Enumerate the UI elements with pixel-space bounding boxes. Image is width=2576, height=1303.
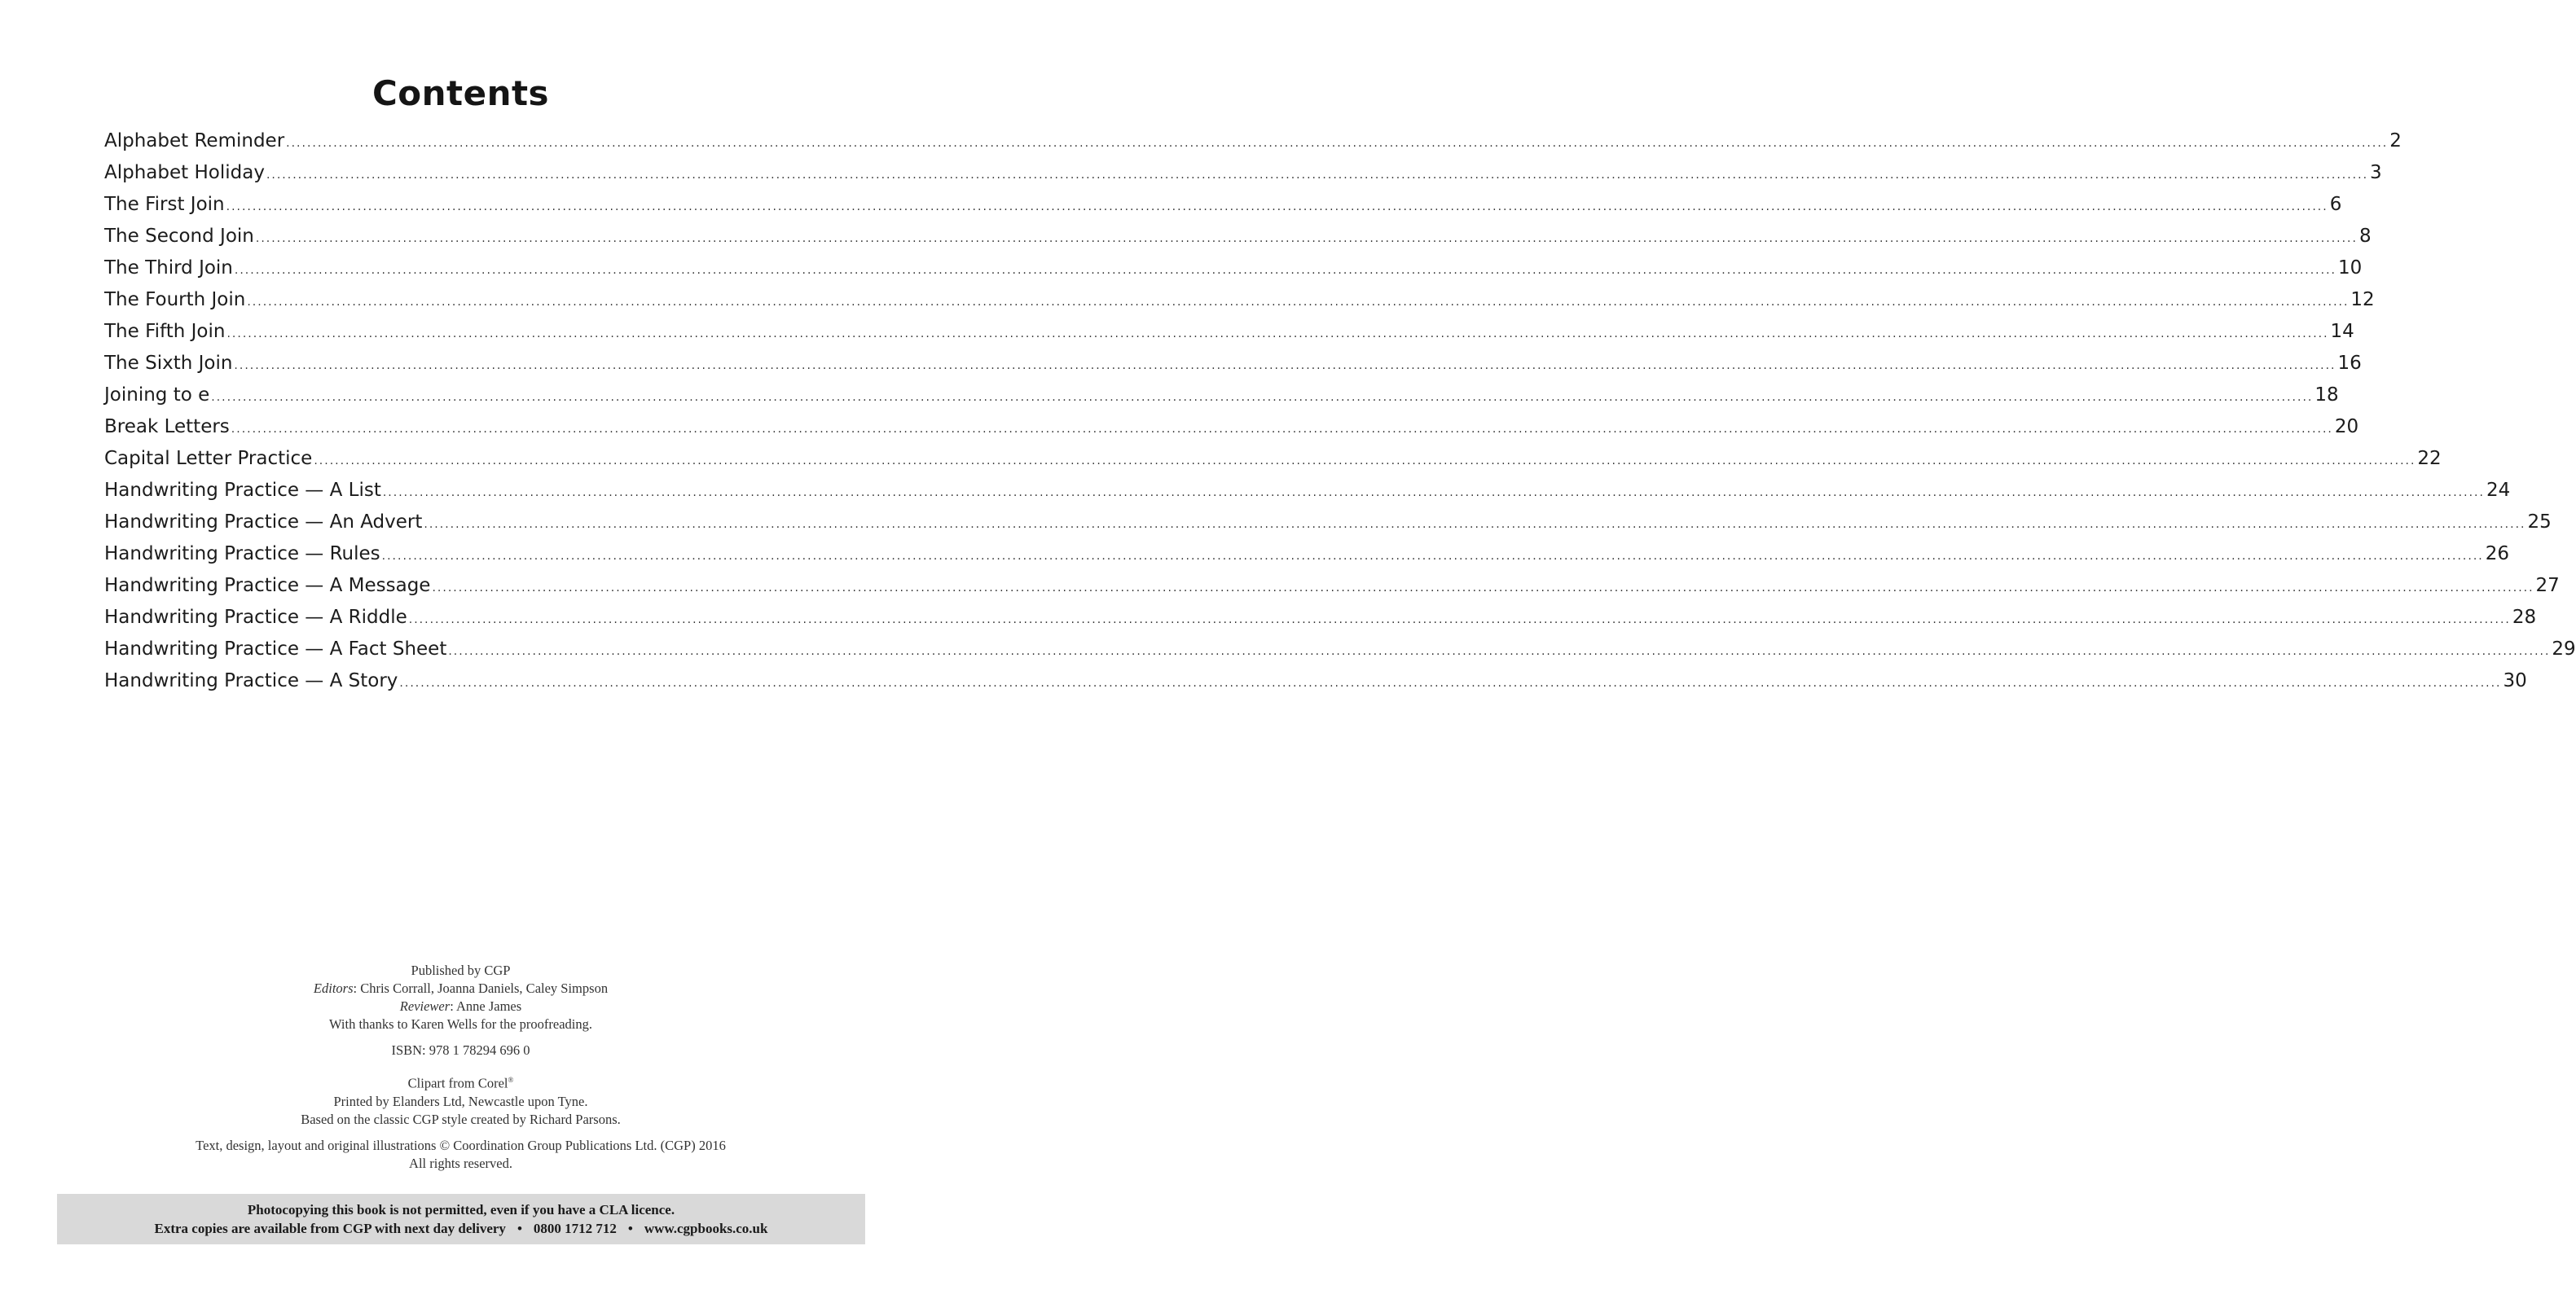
dot-leader: ................................................................................................................................................................................................................................................................................................................................................................................................................ (231, 423, 2333, 436)
toc-entry-label: Handwriting Practice — An Advert (104, 511, 423, 533)
toc-entry[interactable] (104, 480, 2511, 511)
toc-entry-page-number: 25 (2527, 511, 2552, 533)
published-line: Published by CGP (411, 963, 511, 978)
dot-leader: ................................................................................................................................................................................................................................................................................................................................................................................................................ (399, 677, 2502, 690)
table-of-contents (104, 130, 2576, 702)
dot-leader: ................................................................................................................................................................................................................................................................................................................................................................................................................ (381, 550, 2484, 563)
dot-leader: ................................................................................................................................................................................................................................................................................................................................................................................................................ (382, 486, 2485, 499)
notice-line-2 (57, 1219, 865, 1238)
bullet-separator: • (627, 1221, 633, 1236)
toc-entry-label: The Third Join (104, 257, 233, 279)
toc-entry[interactable] (104, 575, 2560, 607)
notice-line-1: Photocopying this book is not permitted, even if you have a CLA licence. (247, 1202, 675, 1217)
toc-entry-label: Handwriting Practice — A Story (104, 670, 398, 691)
thanks-line: With thanks to Karen Wells for the proofreading. (328, 1016, 593, 1032)
toc-entry-label: The Sixth Join (104, 353, 233, 374)
toc-entry-label: Handwriting Practice — A Riddle (104, 607, 407, 628)
editors-label: Editors (313, 981, 354, 996)
toc-entry-label: Alphabet Reminder (104, 130, 285, 151)
toc-entry-label: Handwriting Practice — A List (104, 480, 381, 501)
toc-entry-page-number: 18 (2314, 384, 2339, 406)
toc-entry-page-number: 22 (2417, 448, 2442, 469)
reviewer-name: : Anne James (450, 998, 522, 1014)
toc-entry-page-number: 3 (2370, 162, 2382, 183)
toc-entry-page-number: 27 (2535, 575, 2560, 596)
isbn-line: ISBN: 978 1 78294 696 0 (391, 1042, 530, 1058)
toc-entry[interactable] (104, 638, 2576, 670)
toc-entry-page-number: 12 (2350, 289, 2375, 310)
toc-entry[interactable] (104, 257, 2363, 289)
bullet-separator: • (517, 1221, 522, 1236)
rights-line: All rights reserved. (409, 1155, 512, 1171)
imprint (0, 962, 921, 1173)
copyright-line: Text, design, layout and original illustrations © Coordination Group Publications Ltd. (CGP) 2016 (196, 1137, 726, 1153)
toc-entry-label: Capital Letter Practice (104, 448, 313, 469)
toc-entry[interactable] (104, 416, 2359, 448)
toc-entry-page-number: 2 (2389, 130, 2402, 151)
toc-entry[interactable] (104, 130, 2402, 162)
reviewer-label: Reviewer (399, 998, 451, 1014)
dot-leader: ................................................................................................................................................................................................................................................................................................................................................................................................................ (314, 454, 2416, 467)
toc-entry-label: Break Letters (104, 416, 230, 437)
printed-line: Printed by Elanders Ltd, Newcastle upon Tyne. (333, 1093, 588, 1109)
dot-leader: ................................................................................................................................................................................................................................................................................................................................................................................................................ (255, 232, 2358, 245)
toc-entry-page-number: 26 (2485, 543, 2510, 564)
toc-entry[interactable] (104, 543, 2510, 575)
toc-entry[interactable] (104, 448, 2442, 480)
clipart-line: Clipart from Corel® (407, 1075, 514, 1091)
toc-entry-label: Alphabet Holiday (104, 162, 265, 183)
toc-entry-label: The Second Join (104, 226, 254, 247)
toc-entry-page-number: 16 (2337, 353, 2362, 374)
photocopy-notice (57, 1194, 865, 1244)
page-title: Contents (371, 73, 550, 114)
toc-entry[interactable] (104, 289, 2375, 321)
toc-entry-page-number: 14 (2330, 321, 2354, 342)
toc-entry-label: The Fourth Join (104, 289, 246, 310)
dot-leader: ................................................................................................................................................................................................................................................................................................................................................................................................................ (408, 613, 2511, 626)
dot-leader: ................................................................................................................................................................................................................................................................................................................................................................................................................ (286, 137, 2389, 150)
toc-entry-label: The Fifth Join (104, 321, 226, 342)
dot-leader: ................................................................................................................................................................................................................................................................................................................................................................................................................ (247, 296, 2350, 309)
toc-entry[interactable] (104, 162, 2382, 194)
dot-leader: ................................................................................................................................................................................................................................................................................................................................................................................................................ (226, 327, 2329, 340)
website-link[interactable]: www.cgpbooks.co.uk (644, 1221, 768, 1236)
dot-leader: ................................................................................................................................................................................................................................................................................................................................................................................................................ (234, 359, 2336, 372)
toc-entry-page-number: 29 (2552, 638, 2576, 660)
toc-entry[interactable] (104, 670, 2527, 702)
toc-entry[interactable] (104, 353, 2362, 384)
toc-entry[interactable] (104, 607, 2537, 638)
toc-entry-label: Handwriting Practice — Rules (104, 543, 380, 564)
toc-entry-page-number: 28 (2512, 607, 2537, 628)
editors-line (0, 980, 921, 998)
dot-leader: ................................................................................................................................................................................................................................................................................................................................................................................................................ (266, 169, 2369, 182)
toc-entry-page-number: 20 (2334, 416, 2359, 437)
toc-entry-page-number: 8 (2358, 226, 2372, 247)
toc-entry[interactable] (104, 226, 2372, 257)
toc-entry-page-number: 10 (2337, 257, 2363, 279)
phone-number: 0800 1712 712 (533, 1221, 617, 1236)
toc-entry[interactable] (104, 384, 2339, 416)
toc-entry-page-number: 6 (2329, 194, 2342, 215)
dot-leader: ................................................................................................................................................................................................................................................................................................................................................................................................................ (432, 581, 2534, 594)
editors-names: : Chris Corrall, Joanna Daniels, Caley Simpson (353, 981, 609, 996)
toc-entry[interactable] (104, 511, 2552, 543)
dot-leader: ................................................................................................................................................................................................................................................................................................................................................................................................................ (448, 645, 2551, 658)
dot-leader: ................................................................................................................................................................................................................................................................................................................................................................................................................ (211, 391, 2314, 404)
toc-entry-label: Joining to e (104, 384, 210, 406)
toc-entry-page-number: 24 (2486, 480, 2511, 501)
toc-entry[interactable] (104, 194, 2342, 226)
dot-leader: ................................................................................................................................................................................................................................................................................................................................................................................................................ (226, 200, 2328, 213)
toc-entry-label: Handwriting Practice — A Fact Sheet (104, 638, 447, 660)
registered-mark: ® (508, 1076, 514, 1084)
toc-entry-label: The First Join (104, 194, 225, 215)
dot-leader: ................................................................................................................................................................................................................................................................................................................................................................................................................ (424, 518, 2526, 531)
toc-entry-page-number: 30 (2503, 670, 2527, 691)
availability-text: Extra copies are available from CGP with next day delivery (154, 1221, 506, 1236)
based-line: Based on the classic CGP style created by Richard Parsons. (301, 1111, 621, 1127)
dot-leader: ................................................................................................................................................................................................................................................................................................................................................................................................................ (234, 264, 2336, 277)
toc-entry-label: Handwriting Practice — A Message (104, 575, 431, 596)
toc-entry[interactable] (104, 321, 2354, 353)
reviewer-line (0, 998, 921, 1016)
